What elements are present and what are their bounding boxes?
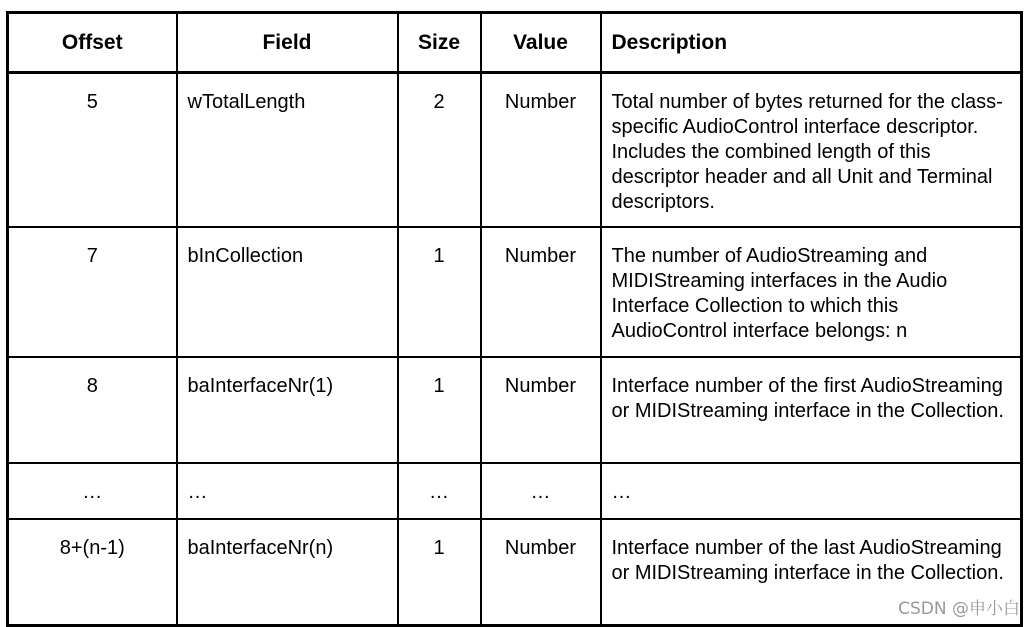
cell-field: baInterfaceNr(n) <box>177 519 398 626</box>
header-value: Value <box>481 13 601 73</box>
cell-size: 2 <box>398 73 481 228</box>
cell-value: Number <box>481 519 601 626</box>
cell-value: Number <box>481 73 601 228</box>
header-size: Size <box>398 13 481 73</box>
cell-description: … <box>601 463 1022 519</box>
csdn-watermark: CSDN @申小白 <box>898 599 1020 619</box>
cell-offset: 7 <box>8 227 177 357</box>
table-row <box>8 357 1022 463</box>
cell-offset: 8+(n-1) <box>8 519 177 626</box>
cell-field: … <box>177 463 398 519</box>
cell-size: 1 <box>398 519 481 626</box>
cell-offset: … <box>8 463 177 519</box>
descriptor-table-container <box>6 11 1023 627</box>
cell-offset: 5 <box>8 73 177 228</box>
cell-description: Interface number of the last AudioStreaming or MIDIStreaming interface in the Collection. <box>601 519 1022 626</box>
header-description: Description <box>601 13 1022 73</box>
cell-value: Number <box>481 227 601 357</box>
cell-value: … <box>481 463 601 519</box>
table-header-row <box>8 13 1022 73</box>
cell-offset: 8 <box>8 357 177 463</box>
table-row <box>8 227 1022 357</box>
cell-size: … <box>398 463 481 519</box>
cell-size: 1 <box>398 227 481 357</box>
cell-value: Number <box>481 357 601 463</box>
cell-description: Total number of bytes returned for the class-specific AudioControl interface descriptor. Includes the combined length of this descriptor header and all Unit and Terminal descriptors. <box>601 73 1022 228</box>
cell-description: Interface number of the first AudioStreaming or MIDIStreaming interface in the Collection. <box>601 357 1022 463</box>
cell-size: 1 <box>398 357 481 463</box>
cell-field: bInCollection <box>177 227 398 357</box>
cell-field: baInterfaceNr(1) <box>177 357 398 463</box>
header-offset: Offset <box>8 13 177 73</box>
descriptor-table <box>6 11 1023 627</box>
header-field: Field <box>177 13 398 73</box>
table-row <box>8 73 1022 228</box>
table-row <box>8 519 1022 626</box>
table-row <box>8 463 1022 519</box>
cell-field: wTotalLength <box>177 73 398 228</box>
cell-description: The number of AudioStreaming and MIDIStreaming interfaces in the Audio Interface Collection to which this AudioControl interface belongs: n <box>601 227 1022 357</box>
